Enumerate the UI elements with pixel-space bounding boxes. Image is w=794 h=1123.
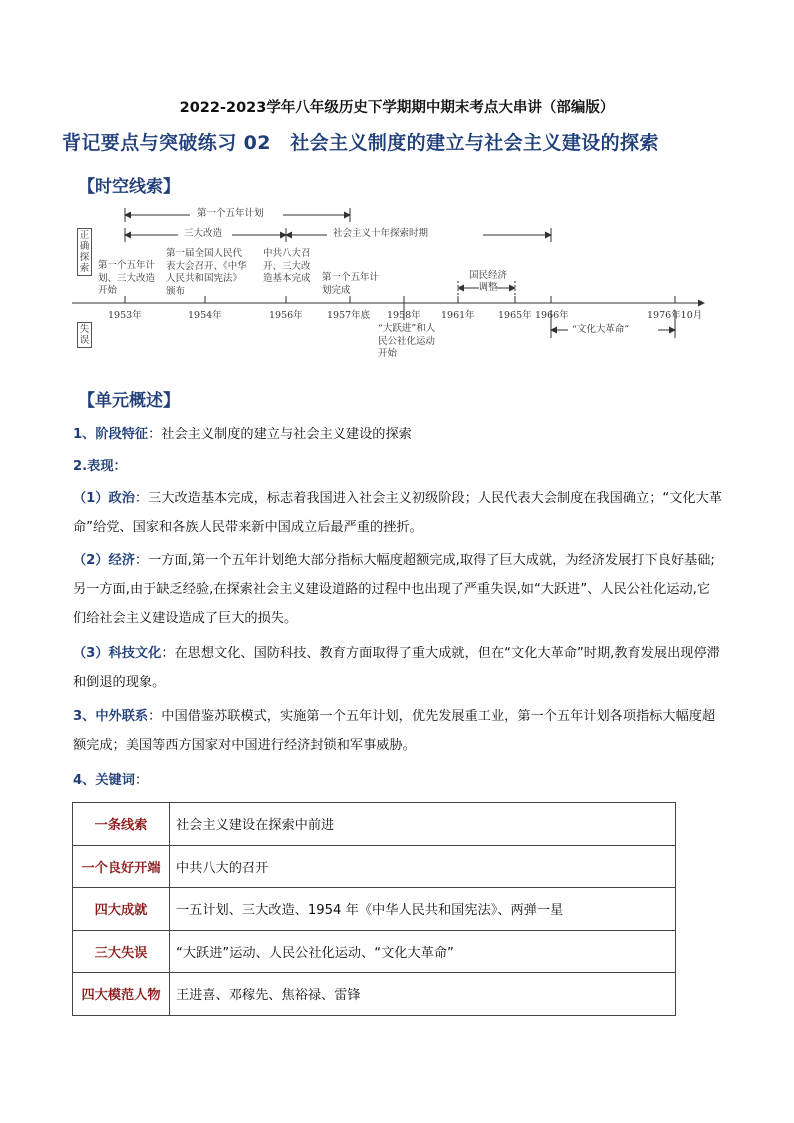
timeline-event-1958: “大跃进”和人民公社化运动开始 [378, 323, 436, 359]
keyword-head: 三大失误 [73, 930, 170, 973]
table-row [73, 845, 676, 888]
text: ：一方面,第一个五年计划绝大部分指标大幅度超额完成,取得了巨大成就，为经济发展打下良好基础;另一方面,由于缺乏经验,在探索社会主义建设道路的过程中也出现了严重失误,如“大跃进”、人民公社化运动,它们给社会主义建设造成了巨大的损失。 [73, 553, 715, 626]
text: ： [134, 773, 149, 788]
table-row [73, 973, 676, 1016]
table-row [73, 888, 676, 931]
text: ：中国借鉴苏联模式，实施第一个五年计划，优先发展重工业，第一个五年计划各项指标大幅度超额完成；美国等西方国家对中国进行经济封锁和军事威胁。 [73, 709, 716, 753]
year-label: 1957年底 [327, 310, 371, 321]
span-three-reforms: 三大改造 [184, 228, 223, 239]
document-header: 2022-2023学年八年级历史下学期期中期末考点大串讲（部编版） [179, 100, 615, 116]
year-label: 1958年 [387, 310, 421, 321]
span-first-five-year-plan: 第一个五年计划 [197, 208, 264, 219]
keyword-value: 中共八大的召开 [170, 845, 676, 888]
label: （2）经济 [73, 553, 135, 568]
span-economic-adjustment: 国民经济调整 [468, 270, 507, 293]
keyword-head: 四大成就 [73, 888, 170, 931]
keyword-head: 四大模范人物 [73, 973, 170, 1016]
label: （3）科技文化 [73, 646, 162, 661]
timeline-event-1957: 第一个五年计划完成 [322, 272, 380, 296]
year-label: 1966年 [535, 310, 569, 321]
keyword-value: 一五计划、三大改造、1954 年《中华人民共和国宪法》、两弹一星 [170, 888, 676, 931]
year-label: 1956年 [269, 310, 303, 321]
year-label: 1976年10月 [647, 310, 703, 321]
table-row [73, 930, 676, 973]
overview-paragraph-keywords [73, 766, 723, 795]
page-title: 背记要点与突破练习 02 社会主义制度的建立与社会主义建设的探索 [62, 132, 659, 154]
keyword-value: 社会主义建设在探索中前进 [170, 803, 676, 846]
label: 2.表现： [73, 459, 127, 474]
text: ：三大改造基本完成，标志着我国进入社会主义初级阶段；人民代表大会制度在我国确立；“文化大革命”给党、国家和各族人民带来新中国成立后最严重的挫折。 [73, 491, 723, 535]
keywords-table [72, 802, 676, 1016]
keyword-value: “大跃进”运动、人民公社化运动、“文化大革命” [170, 930, 676, 973]
year-label: 1961年 [441, 310, 475, 321]
timeline-event-1956: 中共八大召开、三大改造基本完成 [263, 248, 311, 284]
table-row [73, 803, 676, 846]
overview-paragraph-2 [73, 452, 723, 481]
section-overview-heading: 【单元概述】 [78, 391, 180, 411]
overview-paragraph-economy [73, 546, 723, 633]
timeline-event-1953: 第一个五年计划、三大改造开始 [98, 260, 156, 296]
label: （1）政治 [73, 491, 135, 506]
overview-paragraph-politics [73, 484, 723, 542]
timeline-tag-correct: 正确探索 [77, 228, 92, 276]
label: 1、阶段特征 [73, 427, 149, 442]
overview-paragraph-1 [73, 420, 723, 449]
keyword-value: 王进喜、邓稼先、焦裕禄、雷锋 [170, 973, 676, 1016]
overview-paragraph-foreign [73, 702, 723, 760]
text: ：社会主义制度的建立与社会主义建设的探索 [148, 427, 412, 442]
timeline-event-1954: 第一届全国人民代表大会召开、《中华人民共和国宪法》颁布 [166, 248, 247, 297]
label: 4、关键词 [73, 773, 135, 788]
text: ：在思想文化、国防科技、教育方面取得了重大成就，但在“文化大革命”时期,教育发展出现停滞和倒退的现象。 [73, 646, 720, 690]
keyword-head: 一个良好开端 [73, 845, 170, 888]
label: 3、中外联系 [73, 709, 149, 724]
overview-paragraph-culture [73, 639, 723, 697]
span-cultural-revolution: “文化大革命” [572, 324, 630, 335]
year-label: 1953年 [108, 310, 142, 321]
span-ten-year-exploration: 社会主义十年探索时期 [333, 228, 429, 239]
keyword-head: 一条线索 [73, 803, 170, 846]
year-label: 1954年 [188, 310, 222, 321]
timeline-tag-mistake: 失误 [77, 322, 92, 348]
year-label: 1965年 [498, 310, 532, 321]
section-timeline-heading: 【时空线索】 [78, 177, 180, 197]
